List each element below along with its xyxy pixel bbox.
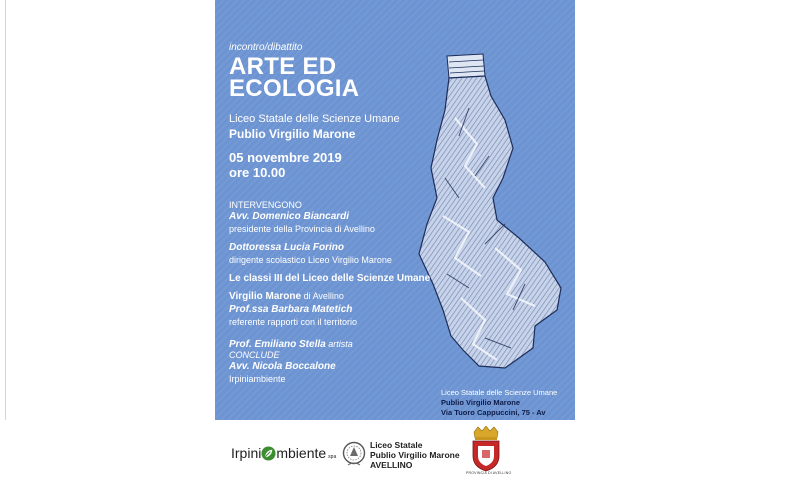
speaker-name: Prof. Emiliano Stella bbox=[229, 339, 326, 350]
event-poster bbox=[215, 0, 575, 420]
ambiente-text: mbiente bbox=[276, 445, 327, 461]
speaker-suffix: artista bbox=[325, 339, 353, 349]
conclude-name: Avv. Nicola Boccalone bbox=[229, 361, 336, 372]
speaker-name: Le classi III del Liceo delle Scienze Umane bbox=[229, 273, 431, 284]
provincia-crest-icon bbox=[470, 426, 502, 472]
speaker-name: Prof.ssa Barbara Matetich bbox=[229, 304, 353, 315]
title-line-2: ECOLOGIA bbox=[229, 75, 360, 102]
conclude-role: Irpiniambiente bbox=[229, 374, 286, 384]
speaker-role: presidente della Provincia di Avellino bbox=[229, 224, 375, 234]
liceo-line-3: AVELLINO bbox=[370, 460, 413, 470]
speaker-role: dirigente scolastico Liceo Virgilio Marone bbox=[229, 255, 392, 265]
school-name: Liceo Statale delle Scienze Umane bbox=[229, 113, 400, 125]
venue-address: Via Tuoro Cappuccini, 75 - Av bbox=[441, 408, 546, 417]
event-type: incontro/dibattito bbox=[229, 42, 303, 53]
speaker-name: Avv. Domenico Biancardi bbox=[229, 211, 350, 222]
conclude-heading: CONCLUDE bbox=[229, 350, 280, 360]
venue-line-1: Liceo Statale delle Scienze Umane bbox=[441, 388, 558, 397]
plastic-bottle-illustration bbox=[385, 48, 575, 378]
liceo-emblem-icon bbox=[342, 440, 366, 468]
leaf-a-icon bbox=[261, 446, 276, 461]
event-time: ore 10.00 bbox=[229, 165, 286, 180]
liceo-line-2: Publio Virgilio Marone bbox=[370, 450, 460, 460]
irpini-text: Irpini bbox=[231, 445, 262, 461]
speaker-role: referente rapporti con il territorio bbox=[229, 317, 358, 327]
speaker-suffix: di Avellino bbox=[301, 291, 344, 301]
page-divider bbox=[5, 0, 6, 420]
crest-caption: PROVINCIA DI AVELLINO bbox=[466, 471, 512, 475]
event-date: 05 novembre 2019 bbox=[229, 150, 342, 165]
liceo-logo-text bbox=[370, 440, 460, 470]
irpiniambiente-logo bbox=[231, 445, 336, 461]
speaker-name-cont: Virgilio Marone bbox=[229, 291, 302, 302]
speaker-line bbox=[229, 286, 344, 304]
venue-line-2: Publio Virgilio Marone bbox=[441, 398, 521, 407]
spa-text: spa bbox=[328, 454, 337, 460]
liceo-line-1: Liceo Statale bbox=[370, 440, 423, 450]
title-line-1: ARTE ED bbox=[229, 53, 337, 80]
event-title bbox=[229, 53, 360, 102]
speakers-heading: INTERVENGONO bbox=[229, 200, 302, 210]
school-subtitle: Publio Virgilio Marone bbox=[229, 127, 356, 141]
speaker-name: Dottoressa Lucia Forino bbox=[229, 242, 345, 253]
